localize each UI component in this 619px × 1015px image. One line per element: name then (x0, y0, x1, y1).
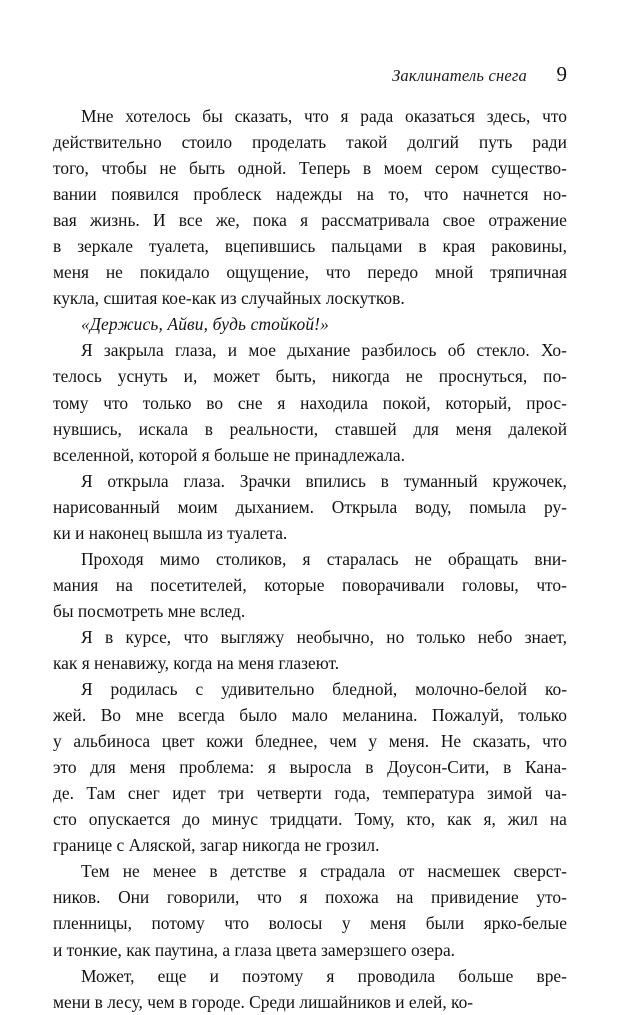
paragraph (53, 103, 567, 311)
text-line: де. Там снег идет три четверти года, температура зимой ча- (53, 783, 567, 804)
text-line: «Держись, Айви, будь стойкой!» (81, 314, 329, 335)
text-line: Тем не менее в детстве я страдала от насмешек сверст- (81, 861, 567, 882)
text-line: Я открыла глаза. Зрачки впились в туманный кружочек, (81, 470, 567, 491)
text-line: Я родилась с удивительно бледной, молочно-белой ко- (81, 679, 567, 700)
text-line: это для меня проблема: я выросла в Доусон-Сити, в Кана- (53, 757, 567, 778)
text-line: Мне хотелось бы сказать, что я рада оказаться здесь, что (81, 106, 567, 126)
text-line: кукла, сшитая кое-как из случайных лоскутков. (53, 288, 405, 309)
text-line: вселенной, которой я больше не принадлежала. (53, 444, 405, 465)
text-line: меня не покидало ощущение, что передо мной тряпичная (53, 262, 567, 283)
text-line: в зеркале туалета, вцепившись пальцами в края раковины, (53, 236, 567, 257)
text-line: мени в лесу, чем в городе. Среди лишайников и елей, ко- (53, 991, 474, 1012)
running-head-title: Заклинатель снега (392, 66, 527, 85)
body-text-block (53, 103, 567, 1015)
text-line: мания на посетителей, которые поворачивали головы, что- (53, 574, 567, 595)
paragraph (53, 468, 567, 546)
paragraph (53, 337, 567, 467)
paragraph (53, 624, 567, 676)
text-line: Может, еще и поэтому я проводила больше вре- (81, 965, 567, 986)
paragraph (53, 676, 567, 858)
text-line: ки и наконец вышла из туалета. (53, 522, 288, 543)
text-line: границе с Аляской, загар никогда не грозил. (53, 835, 380, 856)
text-line: ников. Они говорили, что я похожа на привидение уто- (53, 887, 567, 908)
text-line: Я в курсе, что выгляжу необычно, но только небо знает, (81, 626, 567, 647)
text-line: вании появился проблеск надежды на то, что начнется но- (53, 184, 567, 205)
text-line: нарисованный моим дыханием. Открыла воду, помыла ру- (53, 496, 567, 517)
text-line: у альбиноса цвет кожи бледнее, чем у меня. Не сказать, что (53, 731, 567, 752)
text-line: действительно стоило проделать такой долгий путь ради (53, 132, 567, 153)
text-line: и тонкие, как паутина, а глаза цвета замерзшего озера. (53, 939, 456, 960)
text-line: телось уснуть и, может быть, никогда не проснуться, по- (53, 366, 567, 387)
text-line: пленницы, потому что волосы у меня были ярко-белые (53, 913, 567, 934)
text-line: Я закрыла глаза, и мое дыхание разбилось об стекло. Хо- (81, 340, 567, 361)
text-line: Проходя мимо столиков, я старалась не обращать вни- (81, 548, 567, 569)
paragraph (53, 546, 567, 624)
text-line: того, чтобы не быть одной. Теперь в моем сером существо- (53, 158, 567, 179)
paragraph (53, 963, 567, 1015)
paragraph (53, 311, 567, 337)
text-line: тому что только во сне я находила покой, который, прос- (53, 392, 567, 413)
text-line: вая жизнь. И все же, пока я рассматривала свое отражение (53, 210, 567, 231)
running-head (53, 64, 567, 90)
text-line: бы посмотреть мне вслед. (53, 600, 246, 621)
text-line: как я ненавижу, когда на меня глазеют. (53, 652, 340, 673)
page-number: 9 (556, 62, 567, 86)
paragraph (53, 858, 567, 962)
text-line: сто опускается до минус тридцати. Тому, кто, как я, жил на (53, 809, 567, 830)
text-line: жей. Во мне всегда было мало меланина. Пожалуй, только (53, 705, 567, 726)
text-line: нувшись, искала в реальности, ставшей для меня далекой (53, 418, 567, 439)
